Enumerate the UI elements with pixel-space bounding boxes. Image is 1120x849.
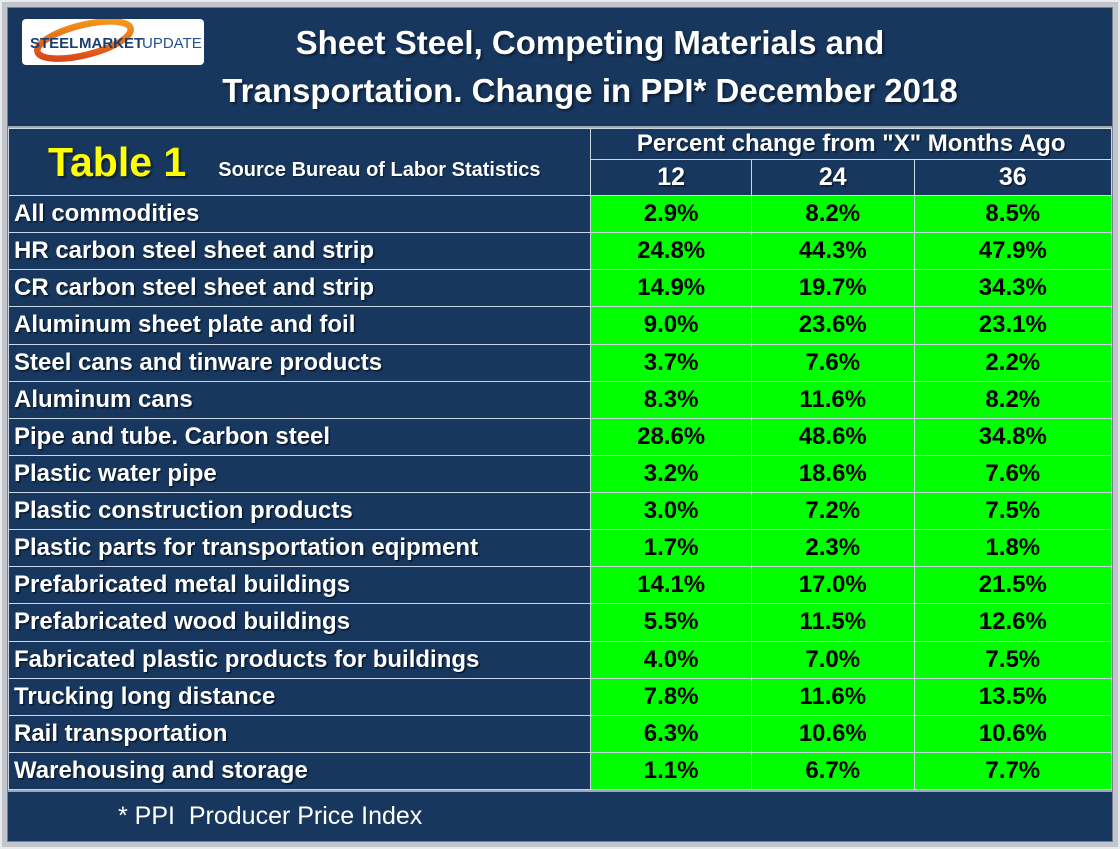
logo-text-update: UPDATE — [142, 35, 202, 52]
value-cell: 7.8% — [591, 678, 751, 715]
table-row — [9, 307, 1112, 344]
logo-swoosh-icon — [22, 19, 204, 65]
logo-text-steel: STEEL — [30, 35, 79, 52]
value-cell: 24.8% — [591, 233, 751, 270]
value-cell: 44.3% — [751, 233, 914, 270]
row-label: Rail transportation — [9, 715, 591, 752]
value-cell: 7.7% — [914, 752, 1111, 789]
table-row — [9, 752, 1112, 789]
row-label: HR carbon steel sheet and strip — [9, 233, 591, 270]
value-cell: 34.3% — [914, 270, 1111, 307]
row-label: Fabricated plastic products for buildings — [9, 641, 591, 678]
table-number-label: Table 1 — [48, 138, 187, 185]
row-label: Trucking long distance — [9, 678, 591, 715]
ppi-table — [8, 128, 1112, 790]
value-cell: 1.1% — [591, 752, 751, 789]
value-cell: 14.1% — [591, 567, 751, 604]
value-cell: 7.0% — [751, 641, 914, 678]
row-label: Aluminum cans — [9, 381, 591, 418]
value-cell: 48.6% — [751, 418, 914, 455]
table-row — [9, 567, 1112, 604]
value-cell: 14.9% — [591, 270, 751, 307]
value-cell: 7.5% — [914, 493, 1111, 530]
table-header-row-1 — [9, 129, 1112, 160]
smu-logo — [22, 19, 204, 65]
table-corner-cell — [9, 129, 591, 196]
value-cell: 6.7% — [751, 752, 914, 789]
table-row — [9, 344, 1112, 381]
value-cell: 13.5% — [914, 678, 1111, 715]
slide — [7, 7, 1113, 842]
value-cell: 18.6% — [751, 455, 914, 492]
row-label: Prefabricated metal buildings — [9, 567, 591, 604]
value-cell: 3.2% — [591, 455, 751, 492]
value-cell: 7.6% — [914, 455, 1111, 492]
column-header-36: 36 — [914, 160, 1111, 196]
value-cell: 6.3% — [591, 715, 751, 752]
value-cell: 3.0% — [591, 493, 751, 530]
logo-text-market: MARKET — [79, 35, 144, 52]
column-group-header: Percent change from "X" Months Ago — [591, 129, 1112, 160]
value-cell: 1.8% — [914, 530, 1111, 567]
value-cell: 8.2% — [914, 381, 1111, 418]
table-row — [9, 604, 1112, 641]
value-cell: 5.5% — [591, 604, 751, 641]
value-cell: 2.9% — [591, 196, 751, 233]
table-row — [9, 641, 1112, 678]
table-row — [9, 270, 1112, 307]
table-row — [9, 678, 1112, 715]
value-cell: 4.0% — [591, 641, 751, 678]
value-cell: 8.5% — [914, 196, 1111, 233]
column-header-24: 24 — [751, 160, 914, 196]
row-label: Prefabricated wood buildings — [9, 604, 591, 641]
value-cell: 19.7% — [751, 270, 914, 307]
value-cell: 7.6% — [751, 344, 914, 381]
value-cell: 2.2% — [914, 344, 1111, 381]
value-cell: 21.5% — [914, 567, 1111, 604]
ppi-footnote: * PPI Producer Price Index — [118, 802, 423, 830]
table-row — [9, 381, 1112, 418]
value-cell: 23.6% — [751, 307, 914, 344]
row-label: All commodities — [9, 196, 591, 233]
value-cell: 11.6% — [751, 381, 914, 418]
table-row — [9, 196, 1112, 233]
table-row — [9, 418, 1112, 455]
value-cell: 8.3% — [591, 381, 751, 418]
value-cell: 47.9% — [914, 233, 1111, 270]
ppi-table-area — [8, 128, 1112, 790]
source-label: Source Bureau of Labor Statistics — [218, 158, 541, 181]
table-row — [9, 233, 1112, 270]
value-cell: 34.8% — [914, 418, 1111, 455]
table-row — [9, 493, 1112, 530]
row-label: Plastic parts for transportation eqipment — [9, 530, 591, 567]
value-cell: 9.0% — [591, 307, 751, 344]
value-cell: 7.2% — [751, 493, 914, 530]
value-cell: 23.1% — [914, 307, 1111, 344]
table-row — [9, 455, 1112, 492]
column-header-12: 12 — [591, 160, 751, 196]
value-cell: 1.7% — [591, 530, 751, 567]
value-cell: 11.5% — [751, 604, 914, 641]
row-label: Warehousing and storage — [9, 752, 591, 789]
row-label: Plastic water pipe — [9, 455, 591, 492]
value-cell: 8.2% — [751, 196, 914, 233]
value-cell: 2.3% — [751, 530, 914, 567]
value-cell: 10.6% — [914, 715, 1111, 752]
value-cell: 7.5% — [914, 641, 1111, 678]
footer-bar — [8, 790, 1112, 841]
page-title-line2: Transportation. Change in PPI* December 2018 — [222, 72, 958, 109]
value-cell: 12.6% — [914, 604, 1111, 641]
table-row — [9, 715, 1112, 752]
title-banner — [8, 8, 1112, 128]
table-row — [9, 530, 1112, 567]
row-label: Aluminum sheet plate and foil — [9, 307, 591, 344]
value-cell: 28.6% — [591, 418, 751, 455]
value-cell: 11.6% — [751, 678, 914, 715]
row-label: Plastic construction products — [9, 493, 591, 530]
page-title-line1: Sheet Steel, Competing Materials and — [295, 24, 885, 62]
page-title — [162, 19, 957, 115]
value-cell: 3.7% — [591, 344, 751, 381]
value-cell: 17.0% — [751, 567, 914, 604]
row-label: Steel cans and tinware products — [9, 344, 591, 381]
row-label: Pipe and tube. Carbon steel — [9, 418, 591, 455]
row-label: CR carbon steel sheet and strip — [9, 270, 591, 307]
value-cell: 10.6% — [751, 715, 914, 752]
